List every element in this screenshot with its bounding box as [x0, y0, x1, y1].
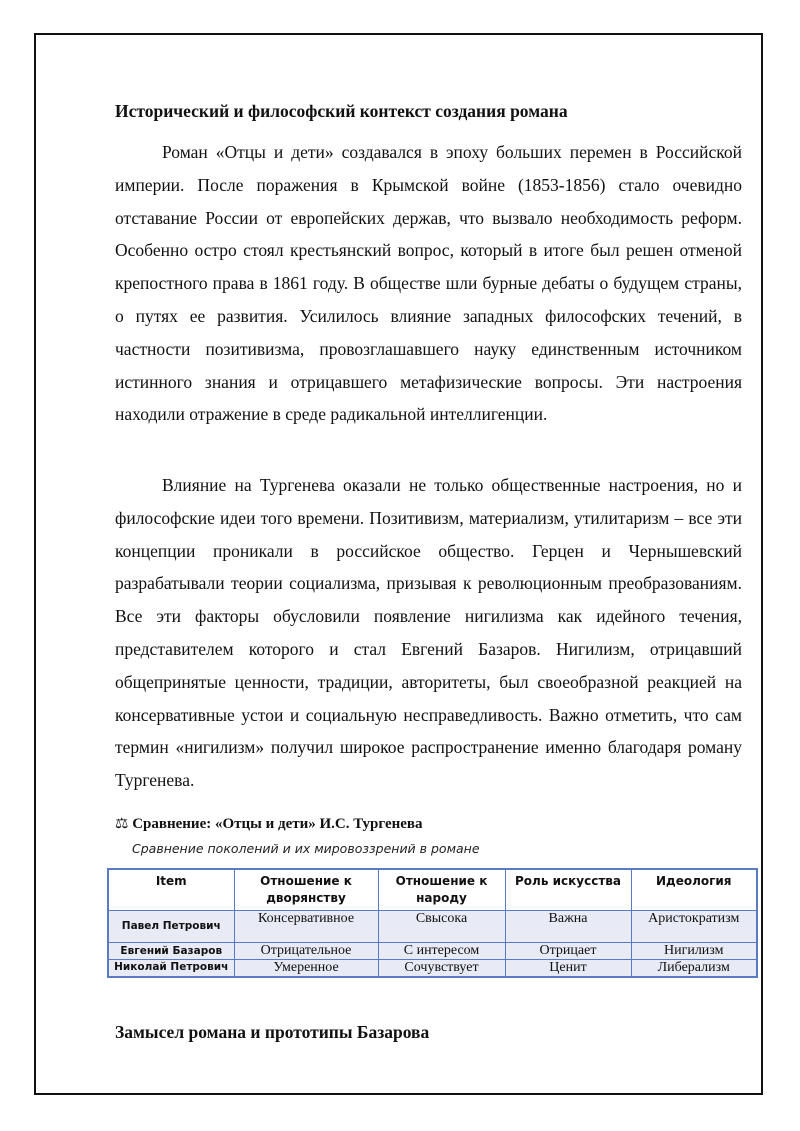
column-header: Item: [108, 869, 234, 911]
row-label: Николай Петрович: [108, 960, 234, 977]
table-row: [108, 960, 757, 977]
table-cell: Умеренное: [234, 960, 378, 977]
balance-scale-icon: ⚖: [115, 814, 129, 832]
table-cell: Ценит: [505, 960, 631, 977]
table-cell: Отрицает: [505, 943, 631, 960]
comparison-table: [107, 868, 758, 978]
section-heading-prototypes: Замысел романа и прототипы Базарова: [115, 1022, 430, 1042]
column-header: Отношение к народу: [378, 869, 505, 911]
comparison-caption: [115, 814, 423, 833]
table-cell: Аристократизм: [631, 911, 757, 943]
table-cell: Сочувствует: [378, 960, 505, 977]
table-cell: Свысока: [378, 911, 505, 943]
comparison-subtitle: Сравнение поколений и их мировоззрений в романе: [132, 841, 480, 856]
column-header: Идеология: [631, 869, 757, 911]
table-cell: С интересом: [378, 943, 505, 960]
comparison-title: Сравнение: «Отцы и дети» И.С. Тургенева: [132, 816, 423, 832]
row-label: Евгений Базаров: [108, 943, 234, 960]
table-row: [108, 943, 757, 960]
paragraph-2: Влияние на Тургенева оказали не только общественные настроения, но и философские идеи того времени. Позитивизм, материализм, утилитаризм – все эти концепции проникали в российское общество. Герцен и Чернышевский разрабатывали теории социализма, призывая к революционным преобразованиям. Все эти факторы обусловили появление нигилизма как идейного течения, представителем которого и стал Евгений Базаров. Нигилизм, отрицавший общепринятые ценности, традиции, авторитеты, был своеобразной реакцией на консервативные устои и социальную несправедливость. Важно отметить, что сам термин «нигилизм» получил широкое распространение именно благодаря роману Тургенева.: [115, 475, 742, 791]
paragraph-1: Роман «Отцы и дети» создавался в эпоху больших перемен в Российской империи. После поражения в Крымской войне (1853-1856) стало очевидно отставание России от европейских держав, что вызвало необходимость реформ. Особенно остро стоял крестьянский вопрос, который в итоге был решен отменой крепостного права в 1861 году. В обществе шли бурные дебаты о будущем страны, о путях ее развития. Усилилось влияние западных философских течений, в частности позитивизма, провозглашавшего науку единственным источником истинного знания и отрицавшего метафизические вопросы. Эти настроения находили отражение в среде радикальной интеллигенции.: [115, 142, 742, 425]
table-row: [108, 911, 757, 943]
table-cell: Нигилизм: [631, 943, 757, 960]
column-header: Отношение к дворянству: [234, 869, 378, 911]
table-cell: Важна: [505, 911, 631, 943]
column-header: Роль искусства: [505, 869, 631, 911]
table-cell: Либерализм: [631, 960, 757, 977]
row-label: Павел Петрович: [108, 911, 234, 943]
table-header-row: [108, 869, 757, 911]
section-heading-context: Исторический и философский контекст создания романа: [115, 101, 568, 121]
table-cell: Консервативное: [234, 911, 378, 943]
table-cell: Отрицательное: [234, 943, 378, 960]
